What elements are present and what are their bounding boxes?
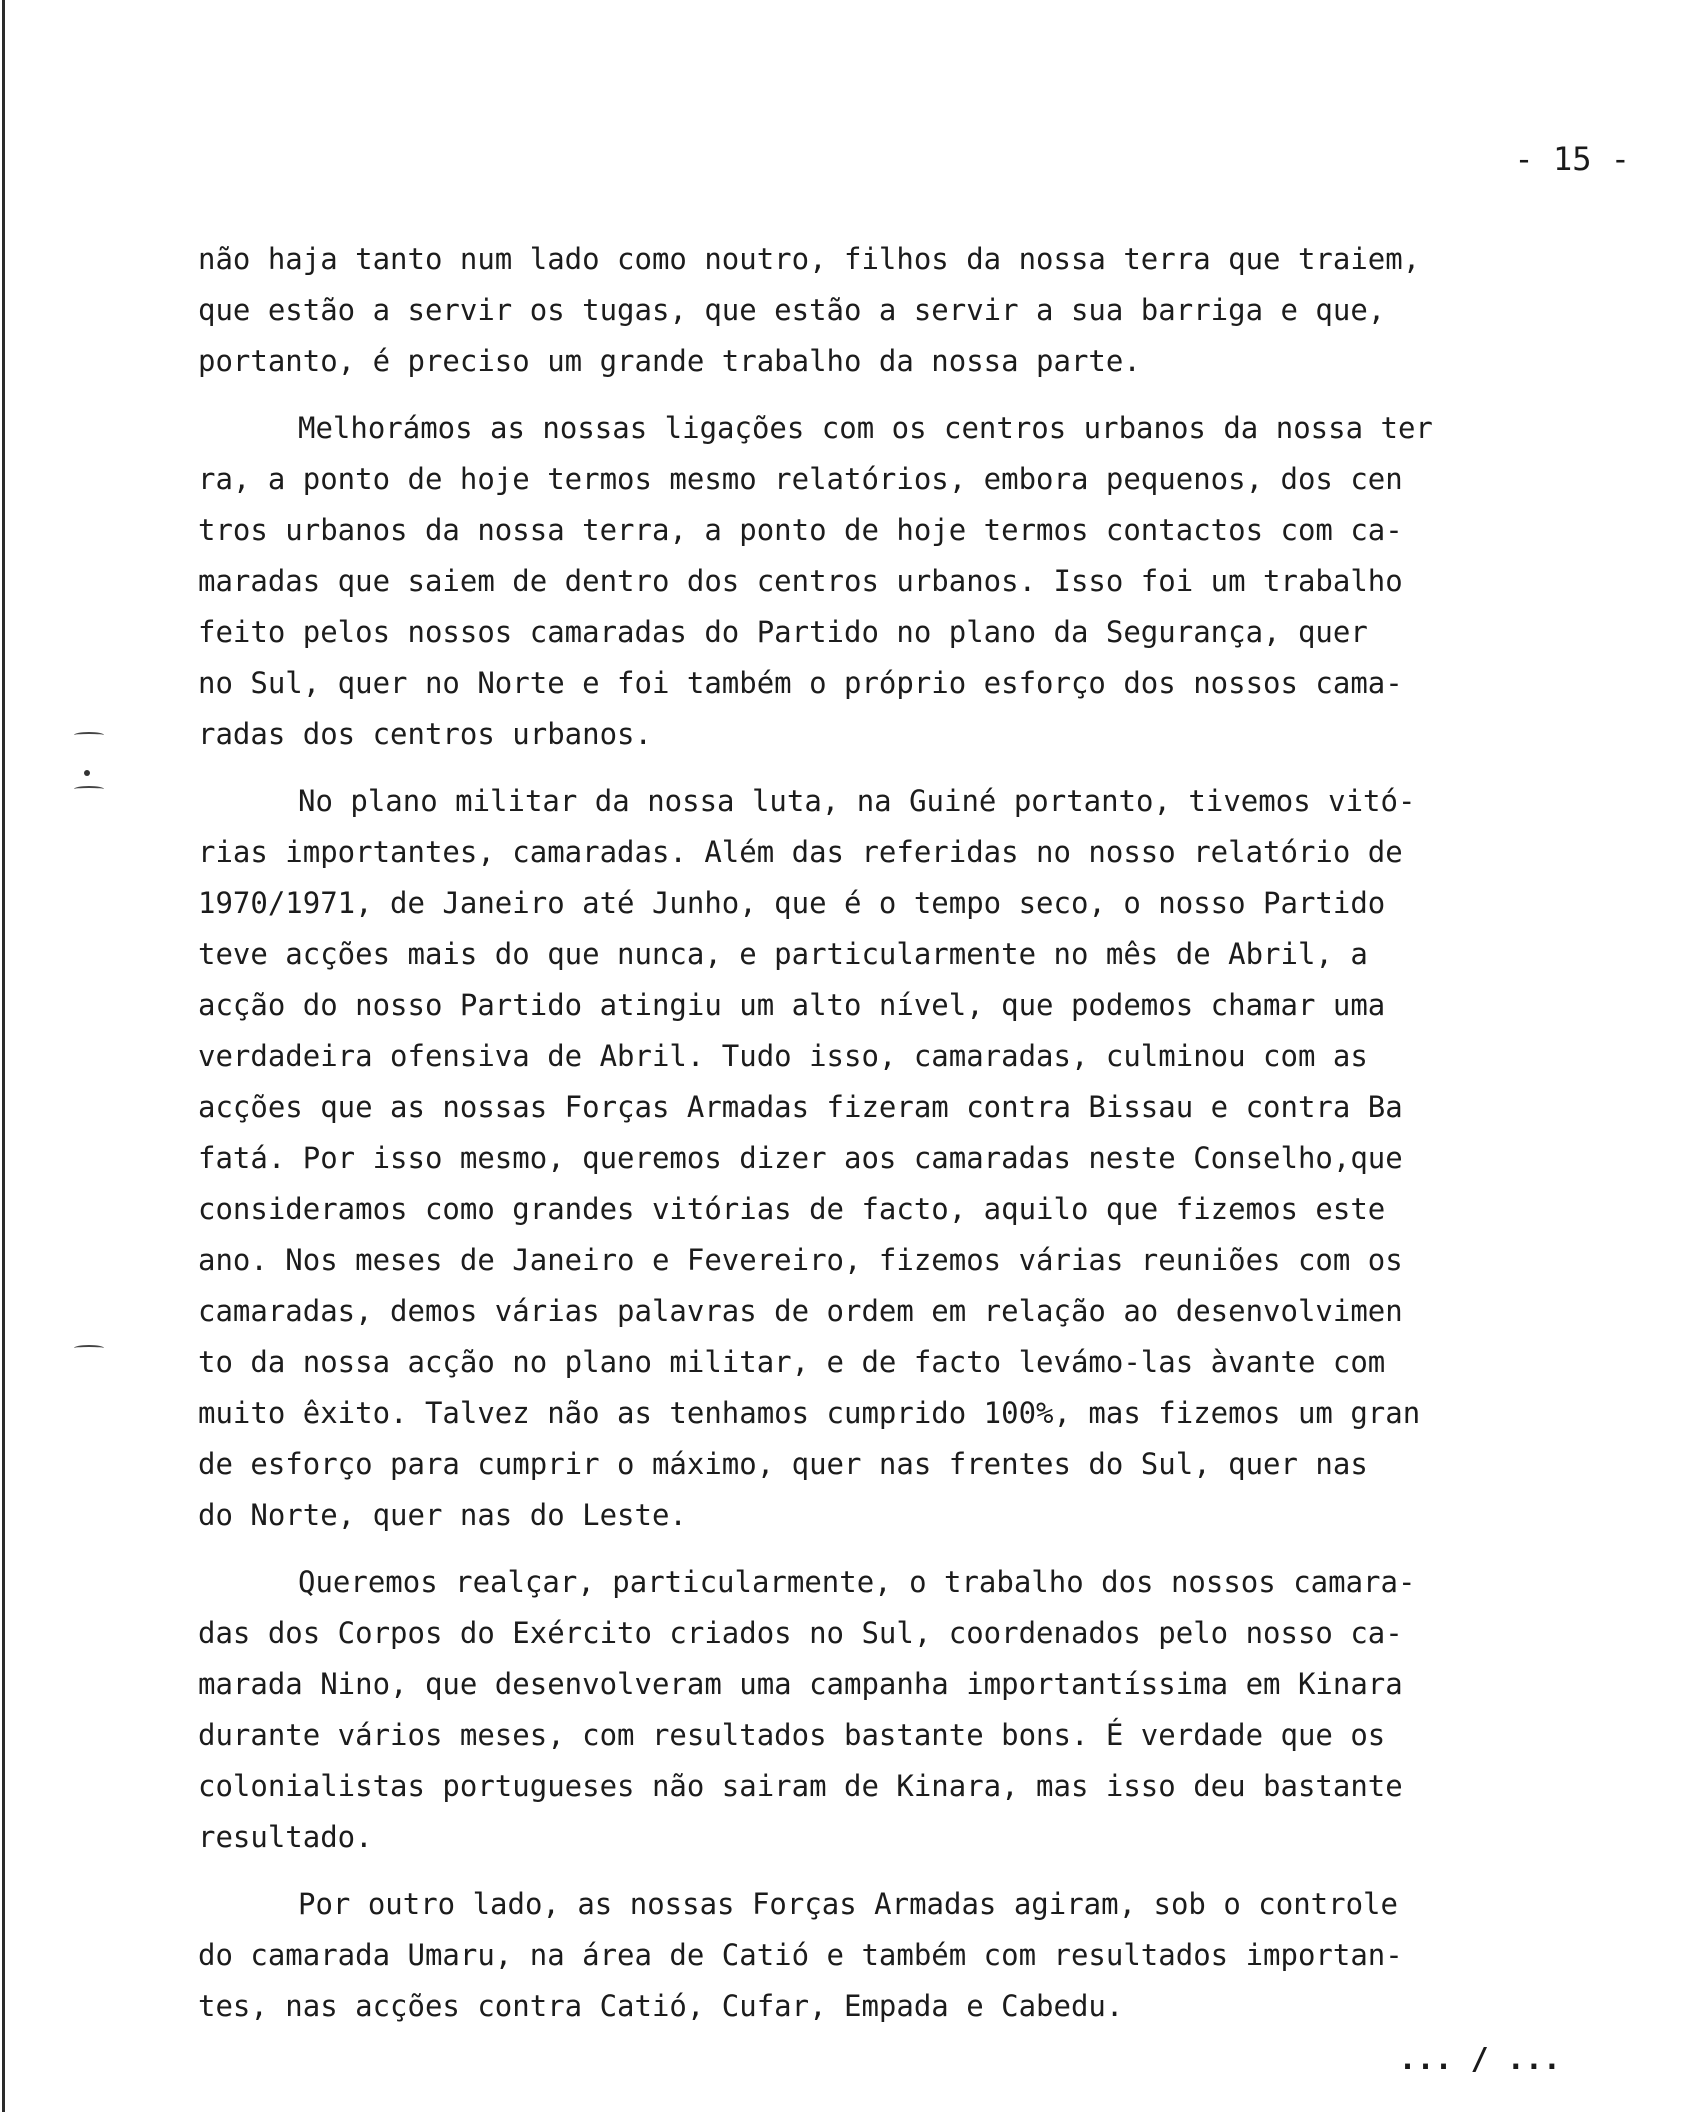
text-line: tros urbanos da nossa terra, a ponto de hoje termos contactos com ca- <box>198 513 1403 547</box>
margin-mark <box>74 732 104 738</box>
page-left-edge <box>2 0 5 2112</box>
text-line: do camarada Umaru, na área de Catió e também com resultados importan- <box>198 1938 1403 1972</box>
text-line: radas dos centros urbanos. <box>198 717 652 751</box>
text-line: verdadeira ofensiva de Abril. Tudo isso, camaradas, culminou com as <box>198 1039 1368 1073</box>
continuation-mark: ... / ... <box>1398 2042 1561 2077</box>
text-line: acções que as nossas Forças Armadas fizeram contra Bissau e contra Ba <box>198 1090 1403 1124</box>
text-line: feito pelos nossos camaradas do Partido no plano da Segurança, quer <box>198 615 1368 649</box>
text-line: acção do nosso Partido atingiu um alto nível, que podemos chamar uma <box>198 988 1386 1022</box>
paragraph <box>198 1557 1622 1863</box>
text-line: portanto, é preciso um grande trabalho da nossa parte. <box>198 344 1141 378</box>
margin-mark <box>74 786 104 792</box>
text-line: no Sul, quer no Norte e foi também o próprio esforço dos nossos cama- <box>198 666 1403 700</box>
text-line: colonialistas portugueses não sairam de Kinara, mas isso deu bastante <box>198 1769 1403 1803</box>
text-line: resultado. <box>198 1820 373 1854</box>
text-line: to da nossa acção no plano militar, e de facto levámo-las àvante com <box>198 1345 1386 1379</box>
paragraph <box>198 1879 1622 2032</box>
text-line: tes, nas acções contra Catió, Cufar, Empada e Cabedu. <box>198 1989 1124 2023</box>
text-line: 1970/1971, de Janeiro até Junho, que é o tempo seco, o nosso Partido <box>198 886 1386 920</box>
text-line: Queremos realçar, particularmente, o trabalho dos nossos camara- <box>298 1565 1416 1599</box>
text-line: marada Nino, que desenvolveram uma campanha importantíssima em Kinara <box>198 1667 1403 1701</box>
body-text <box>198 234 1622 2048</box>
text-line: que estão a servir os tugas, que estão a servir a sua barriga e que, <box>198 293 1386 327</box>
text-line: Por outro lado, as nossas Forças Armadas agiram, sob o controle <box>298 1887 1398 1921</box>
text-line: de esforço para cumprir o máximo, quer nas frentes do Sul, quer nas <box>198 1447 1368 1481</box>
text-line: consideramos como grandes vitórias de facto, aquilo que fizemos este <box>198 1192 1386 1226</box>
text-line: durante vários meses, com resultados bastante bons. É verdade que os <box>198 1718 1386 1752</box>
text-line: teve acções mais do que nunca, e particularmente no mês de Abril, a <box>198 937 1368 971</box>
text-line: maradas que saiem de dentro dos centros urbanos. Isso foi um trabalho <box>198 564 1403 598</box>
text-line: No plano militar da nossa luta, na Guiné portanto, tivemos vitó- <box>298 784 1416 818</box>
text-line: ano. Nos meses de Janeiro e Fevereiro, fizemos várias reuniões com os <box>198 1243 1403 1277</box>
text-line: rias importantes, camaradas. Além das referidas no nosso relatório de <box>198 835 1403 869</box>
text-line: muito êxito. Talvez não as tenhamos cumprido 100%, mas fizemos um gran <box>198 1396 1421 1430</box>
text-line: Melhorámos as nossas ligações com os centros urbanos da nossa ter <box>298 411 1433 445</box>
margin-dot <box>84 770 90 776</box>
text-line: das dos Corpos do Exército criados no Sul, coordenados pelo nosso ca- <box>198 1616 1403 1650</box>
text-line: ra, a ponto de hoje termos mesmo relatórios, embora pequenos, dos cen <box>198 462 1403 496</box>
page-number: - 15 - <box>1514 140 1630 178</box>
margin-mark <box>74 1345 104 1351</box>
text-line: não haja tanto num lado como noutro, filhos da nossa terra que traiem, <box>198 242 1421 276</box>
paragraph <box>198 403 1622 760</box>
text-line: fatá. Por isso mesmo, queremos dizer aos camaradas neste Conselho,que <box>198 1141 1403 1175</box>
text-line: do Norte, quer nas do Leste. <box>198 1498 687 1532</box>
text-line: camaradas, demos várias palavras de ordem em relação ao desenvolvimen <box>198 1294 1403 1328</box>
paragraph <box>198 776 1622 1541</box>
paragraph <box>198 234 1622 387</box>
